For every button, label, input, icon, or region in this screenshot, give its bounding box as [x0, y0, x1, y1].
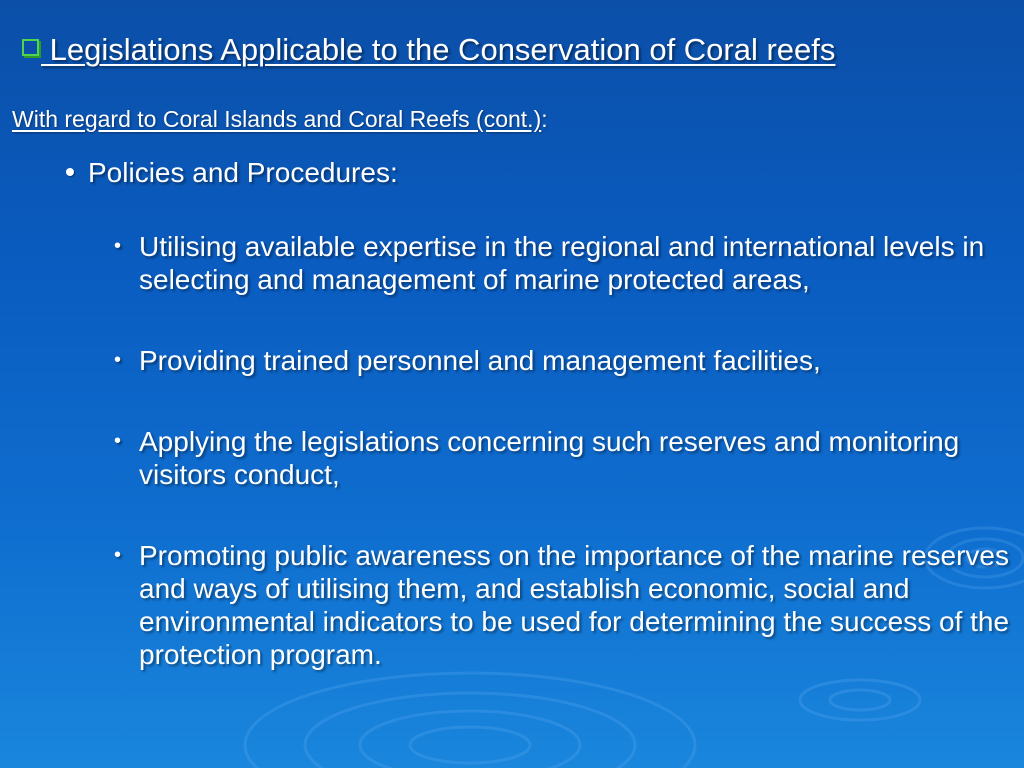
- bullet-text: Providing trained personnel and management facilities,: [139, 345, 821, 376]
- dot-icon: [66, 168, 74, 176]
- list-item: [114, 230, 1014, 296]
- slide-subtitle: [12, 104, 548, 134]
- bullet-icon: •: [114, 430, 122, 452]
- bullet-text: Utilising available expertise in the regional and international levels in selecting and management of marine protected areas,: [139, 231, 985, 295]
- list-item: [114, 425, 1014, 491]
- list-item: [114, 539, 1014, 671]
- bullet-icon: •: [114, 349, 122, 371]
- bullet-icon: •: [114, 235, 122, 257]
- bullet-list: [114, 230, 1014, 671]
- bullet-text: Promoting public awareness on the importance of the marine reserves and ways of utilising them, and establish economic, social and environmental indicators to be used for determining the success of the protection program.: [139, 540, 1010, 670]
- bullet-text: Applying the legislations concerning such reserves and monitoring visitors conduct,: [139, 426, 960, 490]
- list-item: [114, 344, 1014, 377]
- slide-title: [22, 30, 1012, 70]
- bullet-icon: •: [114, 544, 122, 566]
- level1-text: Policies and Procedures:: [88, 157, 398, 188]
- subtitle-text: With regard to Coral Islands and Coral Reefs (cont.): [12, 106, 542, 132]
- subtitle-colon: :: [541, 106, 548, 132]
- level1-item: [66, 156, 398, 190]
- checkbox-icon: [22, 39, 39, 56]
- title-text: Legislations Applicable to the Conservation of Coral reefs: [41, 32, 836, 67]
